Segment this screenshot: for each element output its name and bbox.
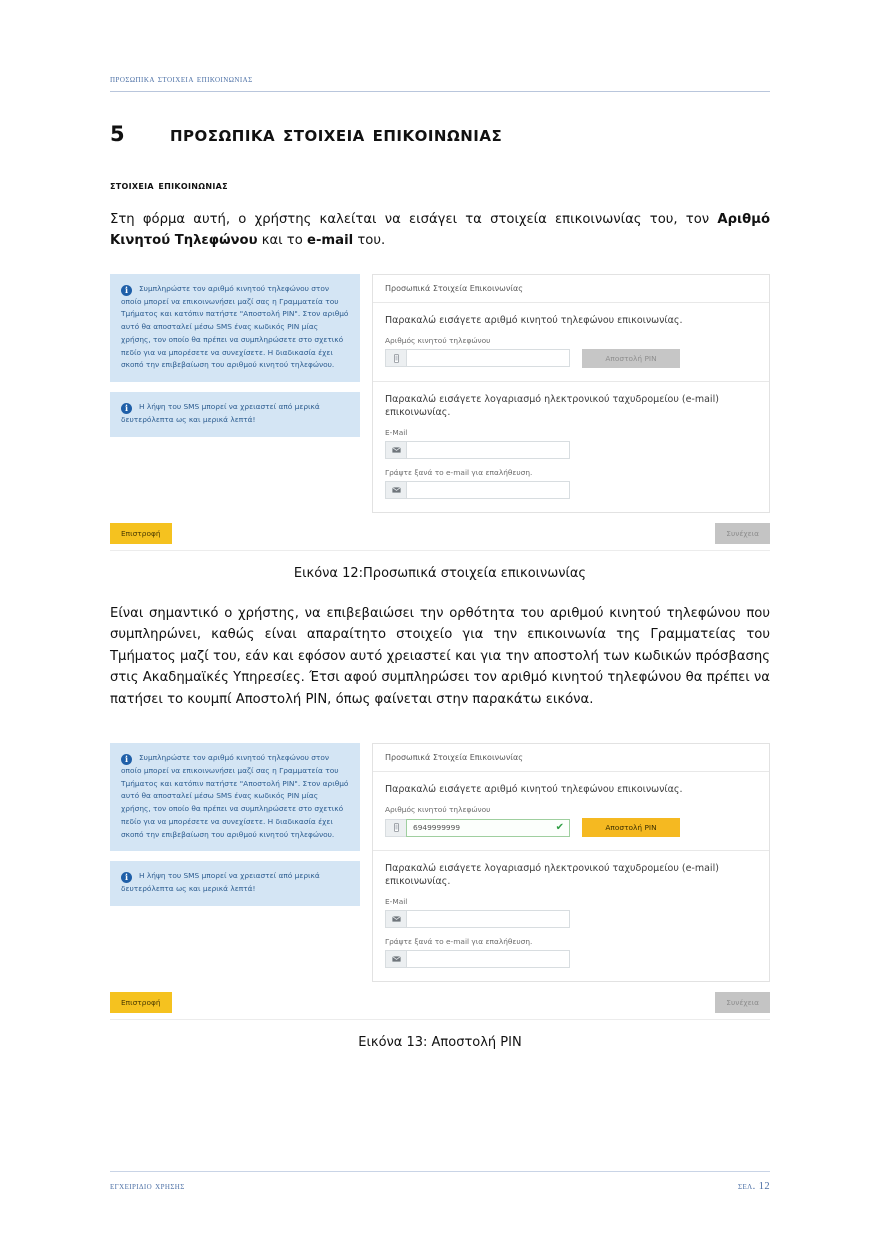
phone-lead-12: Παρακαλώ εισάγετε αριθμό κινητού τηλεφώνου επικοινωνίας.: [385, 314, 683, 326]
intro-bold2: e-mail: [307, 233, 354, 249]
chapter-number: 5: [110, 122, 125, 146]
info-column-13: [110, 743, 372, 982]
email-input-13[interactable]: [406, 910, 570, 928]
email-lead-12: Παρακαλώ εισάγετε λογαριασμό ηλεκτρονικού ταχυδρομείου (e-mail) επικοινωνίας.: [385, 393, 719, 418]
email-confirm-label-13: Γράψτε ξανά το e-mail για επαλήθευση.: [385, 937, 533, 947]
figure-13: [110, 743, 770, 1050]
phone-section-13: [373, 772, 769, 851]
mobile-phone-icon: [385, 819, 406, 837]
info-box-primary-12: [110, 274, 360, 382]
info-box-secondary-text-13: Η λήψη του SMS μπορεί να χρειαστεί από μερικά δευτερόλεπτα ως και μερικά λεπτά!: [121, 871, 320, 894]
running-header-text: προσωπικα στοιχεια επικοινωνιας: [110, 74, 253, 85]
screenshot-footer-12: [110, 523, 770, 544]
info-icon: i: [121, 872, 132, 883]
email-input-12[interactable]: [406, 441, 570, 459]
email-confirm-input-group-13[interactable]: [385, 950, 570, 968]
panel-title-12: Προσωπικά Στοιχεία Επικοινωνίας: [373, 275, 769, 303]
info-box-secondary-text-12: Η λήψη του SMS μπορεί να χρειαστεί από μερικά δευτερόλεπτα ως και μερικά λεπτά!: [121, 402, 320, 425]
screenshot-footer-13: [110, 992, 770, 1013]
envelope-icon: [385, 910, 406, 928]
email-field-label-12: E-Mail: [385, 428, 408, 438]
page-number: σελ. 12: [738, 1181, 770, 1192]
send-pin-button-13[interactable]: Αποστολή PIN: [582, 818, 680, 837]
screenshot-mock-12: [110, 274, 770, 513]
phone-field-label-13: Αριθμός κινητού τηλεφώνου: [385, 805, 491, 815]
send-pin-button-12[interactable]: Αποστολή PIN: [582, 349, 680, 368]
phone-field-row-12: [385, 349, 757, 368]
page-footer: [110, 1171, 770, 1192]
intro-part2: και το: [257, 233, 308, 249]
info-column-12: [110, 274, 372, 513]
email-input-group-13[interactable]: [385, 910, 570, 928]
intro-part3: του.: [353, 233, 386, 249]
phone-section-12: [373, 303, 769, 382]
phone-input-12[interactable]: [406, 349, 570, 367]
envelope-icon: [385, 441, 406, 459]
intro-paragraph: [110, 209, 770, 252]
email-lead-13: Παρακαλώ εισάγετε λογαριασμό ηλεκτρονικού ταχυδρομείου (e-mail) επικοινωνίας.: [385, 863, 719, 888]
phone-input-value-13: 6949999999: [413, 823, 461, 833]
form-panel-12: [372, 274, 770, 513]
phone-lead-13: Παρακαλώ εισάγετε αριθμό κινητού τηλεφώνου επικοινωνίας.: [385, 783, 683, 795]
mobile-phone-icon: [385, 349, 406, 367]
panel-title-13: Προσωπικά Στοιχεία Επικοινωνίας: [373, 744, 769, 772]
envelope-icon: [385, 950, 406, 968]
email-input-group-12[interactable]: [385, 441, 570, 459]
phone-input-group-12[interactable]: [385, 349, 570, 367]
continue-button-13[interactable]: Συνέχεια: [715, 992, 770, 1013]
info-box-primary-text-13: Συμπληρώστε τον αριθμό κινητού τηλεφώνου στον οποίο μπορεί να επικοινωνήσει μαζί σας η Γραμματεία του Τμήματος και κατόπιν πατήστε "Αποστολή PIN". Στον αριθμό αυτό θα αποσταλεί μέσω SMS ένας κωδικός PIN μίας χρήσης, τον οποίο θα πρέπει να συμπληρώσετε στο σχετικό πεδίο για να μπορέσετε να συνεχίσετε. Η διαδικασία έχει σκοπό την επιβεβαίωση του αριθμού κινητού τηλεφώνου.: [121, 752, 349, 839]
info-box-secondary-12: [110, 392, 360, 437]
figure-caption-12: Εικόνα 12:Προσωπικά στοιχεία επικοινωνίας: [293, 566, 587, 582]
intro-bold1: Αριθμό Κινητού Τηλεφώνου: [110, 212, 770, 249]
info-icon: i: [121, 403, 132, 414]
continue-button-12[interactable]: Συνέχεια: [715, 523, 770, 544]
info-icon: i: [121, 285, 132, 296]
body-paragraph: Είναι σημαντικό ο χρήστης, να επιβεβαιώσει την ορθότητα του αριθμού κινητού τηλεφώνου που συμπληρώνει, καθώς είναι απαραίτητο στοιχείο για την επικοινωνία της Γραμματείας του Τμήματος μαζί του, εάν και εφόσον αυτό χρειαστεί και για την αποστολή των κωδικών πρόσβασης στις Ακαδημαϊκές Υπηρεσίες. Έτσι αφού συμπληρώσει τον αριθμό κινητού τηλεφώνου θα πρέπει να πατήσει το κουμπί Αποστολή PIN, όπως φαίνεται στην παρακάτω εικόνα.: [110, 606, 770, 707]
email-field-label-13: E-Mail: [385, 897, 408, 907]
info-box-secondary-13: [110, 861, 360, 906]
screenshot-mock-13: [110, 743, 770, 982]
email-section-12: [373, 382, 769, 512]
email-section-13: [373, 851, 769, 981]
intro-part1: Στη φόρμα αυτή, ο χρήστης καλείται να εισάγει τα στοιχεία επικοινωνίας του, τον: [110, 212, 718, 227]
phone-field-label-12: Αριθμός κινητού τηλεφώνου: [385, 335, 491, 345]
screenshot-divider-13: [110, 1019, 770, 1020]
section-subheading: στοιχεια επικοινωνιας: [110, 178, 228, 192]
form-panel-13: [372, 743, 770, 982]
phone-input-group-13[interactable]: [385, 819, 570, 837]
back-button-13[interactable]: Επιστροφή: [110, 992, 172, 1013]
screenshot-divider-12: [110, 550, 770, 551]
valid-check-icon: ✔: [555, 821, 564, 833]
running-header-divider: [110, 91, 770, 92]
email-confirm-input-13[interactable]: [406, 950, 570, 968]
envelope-icon: [385, 481, 406, 499]
page-title: [110, 122, 770, 146]
running-header: [110, 0, 770, 92]
email-confirm-input-12[interactable]: [406, 481, 570, 499]
phone-field-row-13: [385, 818, 757, 837]
figure-caption-13: Εικόνα 13: Αποστολή PIN: [358, 1035, 522, 1051]
page-footer-divider: [110, 1171, 770, 1172]
info-icon: i: [121, 754, 132, 765]
page-footer-row: [110, 1181, 770, 1192]
chapter-title: προσωπικα στοιχεια επικοινωνιας: [170, 122, 503, 146]
email-confirm-input-group-12[interactable]: [385, 481, 570, 499]
email-confirm-label-12: Γράψτε ξανά το e-mail για επαλήθευση.: [385, 468, 533, 478]
back-button-12[interactable]: Επιστροφή: [110, 523, 172, 544]
info-box-primary-text-12: Συμπληρώστε τον αριθμό κινητού τηλεφώνου στον οποίο μπορεί να επικοινωνήσει μαζί σας η Γραμματεία του Τμήματος και κατόπιν πατήστε "Αποστολή PIN". Στον αριθμό αυτό θα αποσταλεί μέσω SMS ένας κωδικός PIN μίας χρήσης, τον οποίο θα πρέπει να συμπληρώσετε στο σχετικό πεδίο για να μπορέσετε να συνεχίσετε. Η διαδικασία έχει σκοπό την επιβεβαίωση του αριθμού κινητού τηλεφώνου.: [121, 283, 349, 370]
phone-input-13[interactable]: [406, 819, 570, 837]
info-box-primary-13: [110, 743, 360, 851]
figure-12: [110, 274, 770, 581]
footer-left-text: εγχειριδιο χρησης: [110, 1181, 185, 1192]
